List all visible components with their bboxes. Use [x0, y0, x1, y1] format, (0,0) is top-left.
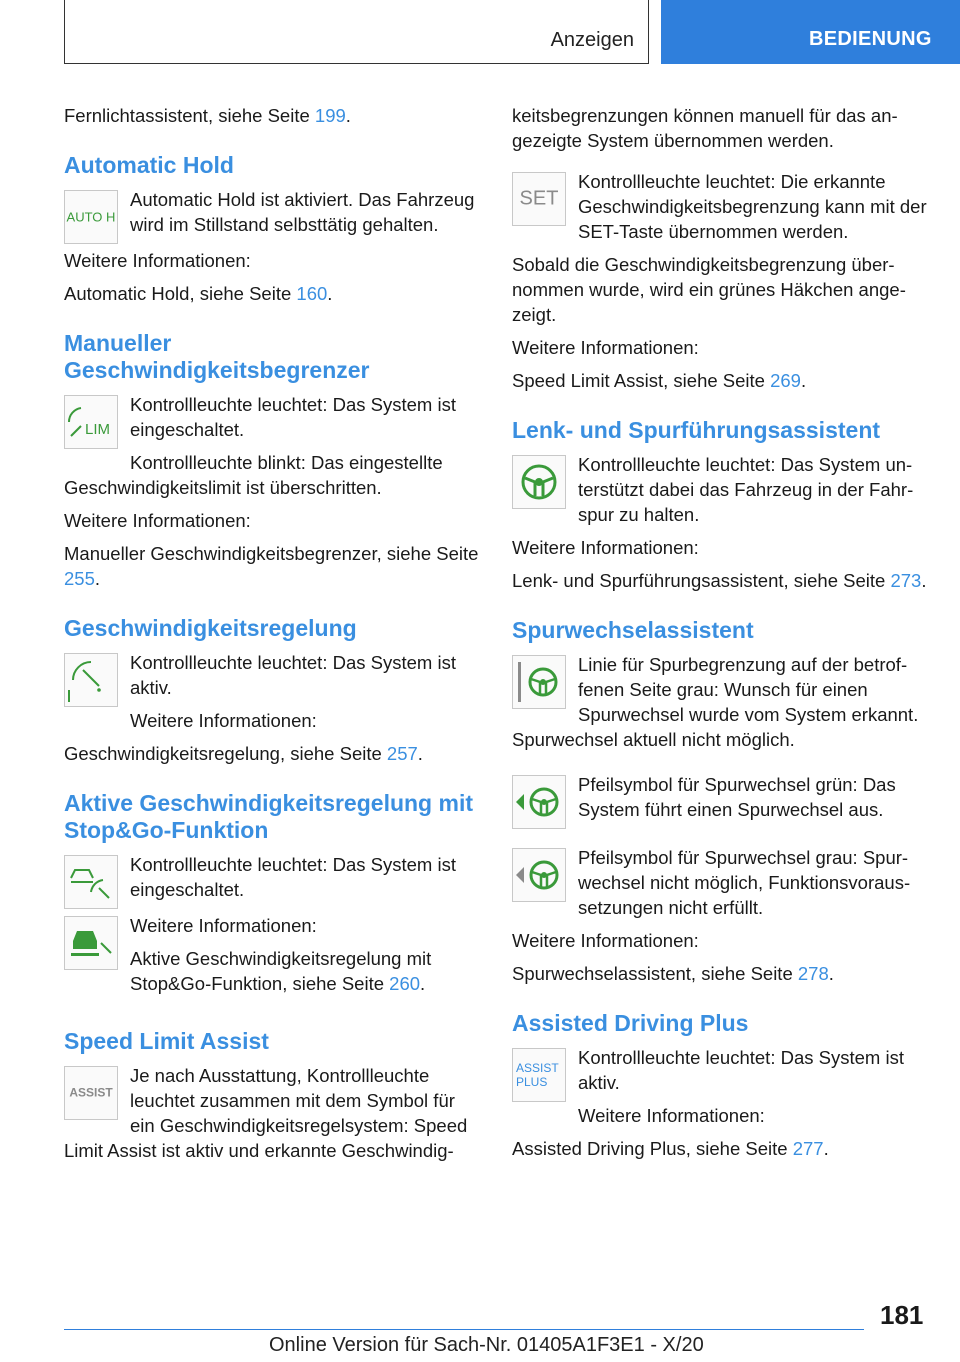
page-link[interactable]: 277: [792, 1138, 824, 1159]
lane-change-item-2: [512, 772, 930, 833]
page-link[interactable]: 199: [314, 105, 346, 126]
limiter-text-on: Kontrollleuchte leuchtet: Das System ist eingeschaltet.: [130, 394, 456, 440]
auto-hold-icon: AUTO H: [64, 190, 118, 244]
acc-distance-icon: [64, 916, 118, 970]
page-link[interactable]: 255: [64, 568, 95, 589]
steering-item: [512, 452, 930, 535]
set-text: Kontrollleuchte leuchtet: Die erkannte Geschwindigkeitsbegrenzung kann mit der SET-Taste übernommen werden.: [578, 171, 927, 242]
heading-steering: Lenk- und Spurführungsassistent: [512, 417, 881, 443]
heading-limiter: Manueller Geschwindigkeitsbegrenzer: [64, 330, 370, 383]
lane-change-green-arrow-icon: [512, 775, 566, 829]
limiter-text-blink: Kontrollleuchte blinkt: Das eingestellte Geschwindigkeitslimit ist überschritten.: [64, 452, 443, 498]
auto-hold-text: Automatic Hold ist aktiviert. Das Fahrzeug wird im Stillstand selbsttätig gehalten.: [130, 189, 475, 235]
acc-text: Kontrollleuchte leuchtet: Das System ist eingeschaltet.: [130, 854, 456, 900]
acc-item: [64, 852, 482, 913]
assisted-text: Kontrollleuchte leuchtet: Das System ist aktiv.: [578, 1047, 904, 1093]
heading-cruise: Geschwindigkeitsregelung: [64, 615, 357, 641]
page-link[interactable]: 160: [296, 283, 328, 304]
acc-icon: [64, 855, 118, 909]
assisted-ref: Assisted Driving Plus, siehe Seite 277.: [512, 1138, 829, 1159]
limiter-item: [64, 392, 482, 508]
auto-hold-item: [64, 187, 482, 248]
page-link[interactable]: 273: [890, 570, 922, 591]
speed-limit-item: [64, 1063, 482, 1171]
steering-text: Kontrollleuchte leuchtet: Das System unterstützt dabei das Fahrzeug in der Fahrspur zu halten.: [578, 454, 914, 525]
left-column: [64, 103, 482, 1171]
heading-assisted-driving: Assisted Driving Plus: [512, 1010, 749, 1036]
assist-plus-icon: ASSIST PLUS: [512, 1048, 566, 1102]
footer-text: Online Version für Sach-Nr. 01405A1F3E1 - X/20: [269, 1334, 704, 1356]
more-info-label: Weitere Informationen:: [512, 930, 699, 951]
steering-wheel-icon: [512, 455, 566, 509]
header-section-box: [64, 0, 649, 64]
lane-change-text-3: Pfeilsymbol für Spurwechsel grau: Spurwechsel nicht möglich, Funktionsvoraussetzungen nicht erfüllt.: [578, 847, 911, 918]
speed-limit-text: Je nach Ausstattung, Kontrollleuchte leuchtet zusammen mit dem Symbol für ein Geschwindigkeitsregelsystem: Speed Limit Assist ist aktiv und erkannte Geschwindig-: [64, 1065, 468, 1161]
header-chapter-tab: BEDIENUNG: [661, 0, 960, 64]
set-icon: SET: [512, 172, 566, 226]
assisted-item: [512, 1045, 930, 1136]
assist-icon: ASSIST: [64, 1066, 118, 1120]
heading-acc: Aktive Geschwindigkeitsregelung mit Stop&Go-Funktion: [64, 790, 473, 843]
heading-lane-change: Spurwechselassistent: [512, 617, 754, 643]
more-info-label: Weitere Informationen:: [512, 537, 699, 558]
cruise-item: [64, 650, 482, 741]
auto-hold-ref: Automatic Hold, siehe Seite 160.: [64, 283, 333, 304]
lane-change-ref: Spurwechselassistent, siehe Seite 278.: [512, 963, 834, 984]
heading-speed-limit-assist: Speed Limit Assist: [64, 1028, 269, 1054]
page-link[interactable]: 257: [386, 743, 418, 764]
intro-paragraph: Fernlichtassistent, siehe Seite 199.: [64, 105, 351, 126]
lane-change-grey-arrow-icon: [512, 848, 566, 902]
page-number: 181: [880, 1300, 924, 1330]
svg-text:LIM: LIM: [85, 421, 111, 438]
lane-change-item-3: [512, 845, 930, 928]
set-item: [512, 169, 930, 252]
more-info-label: Weitere Informationen:: [130, 915, 317, 936]
more-info-label: Weitere Informationen:: [64, 510, 251, 531]
lane-change-text-2: Pfeilsymbol für Spurwechsel grün: Das System führt einen Spurwechsel aus.: [578, 774, 896, 820]
more-info-label: Weitere Informationen:: [64, 250, 251, 271]
page-link[interactable]: 269: [770, 370, 801, 391]
lane-boundary-icon: [512, 655, 566, 709]
more-info-label: Weitere Informationen:: [130, 710, 317, 731]
cruise-text: Kontrollleuchte leuchtet: Das System ist aktiv.: [130, 652, 456, 698]
right-column: [512, 103, 930, 1169]
continued-text: keitsbegrenzungen können manuell für das angezeigte System übernommen werden.: [512, 105, 898, 151]
page-link[interactable]: 260: [389, 973, 421, 994]
cruise-control-icon: [64, 653, 118, 707]
more-info-label: Weitere Informationen:: [512, 337, 699, 358]
speed-limiter-icon: [64, 395, 118, 449]
cruise-ref: Geschwindigkeitsregelung, siehe Seite 257.: [64, 743, 423, 764]
acc-ref: Aktive Geschwindigkeitsregelung mit Stop&Go-Funktion, siehe Seite 260.: [130, 948, 432, 994]
limiter-ref: Manueller Geschwindigkeitsbegrenzer, siehe Seite 255.: [64, 543, 479, 589]
header-section-title: Anzeigen: [550, 29, 634, 51]
acc-item-2: [64, 913, 482, 1004]
page-link[interactable]: 278: [797, 963, 829, 984]
steering-ref: Lenk- und Spurführungsassistent, siehe Seite 273.: [512, 570, 927, 591]
heading-automatic-hold: Automatic Hold: [64, 152, 234, 178]
lane-change-item-1: [512, 652, 930, 760]
footer-divider: [64, 1329, 864, 1330]
lane-change-text-1: Linie für Spurbegrenzung auf der betroffenen Seite grau: Wunsch für einen Spurwechsel wurde vom System erkannt. Spurwechsel aktuell nicht möglich.: [512, 654, 919, 750]
more-info-label: Weitere Informationen:: [578, 1105, 765, 1126]
set-text-2: Sobald die Geschwindigkeitsbegrenzung übernommen wurde, wird ein grünes Häkchen angezeigt.: [512, 254, 906, 325]
set-ref: Speed Limit Assist, siehe Seite 269.: [512, 370, 807, 391]
